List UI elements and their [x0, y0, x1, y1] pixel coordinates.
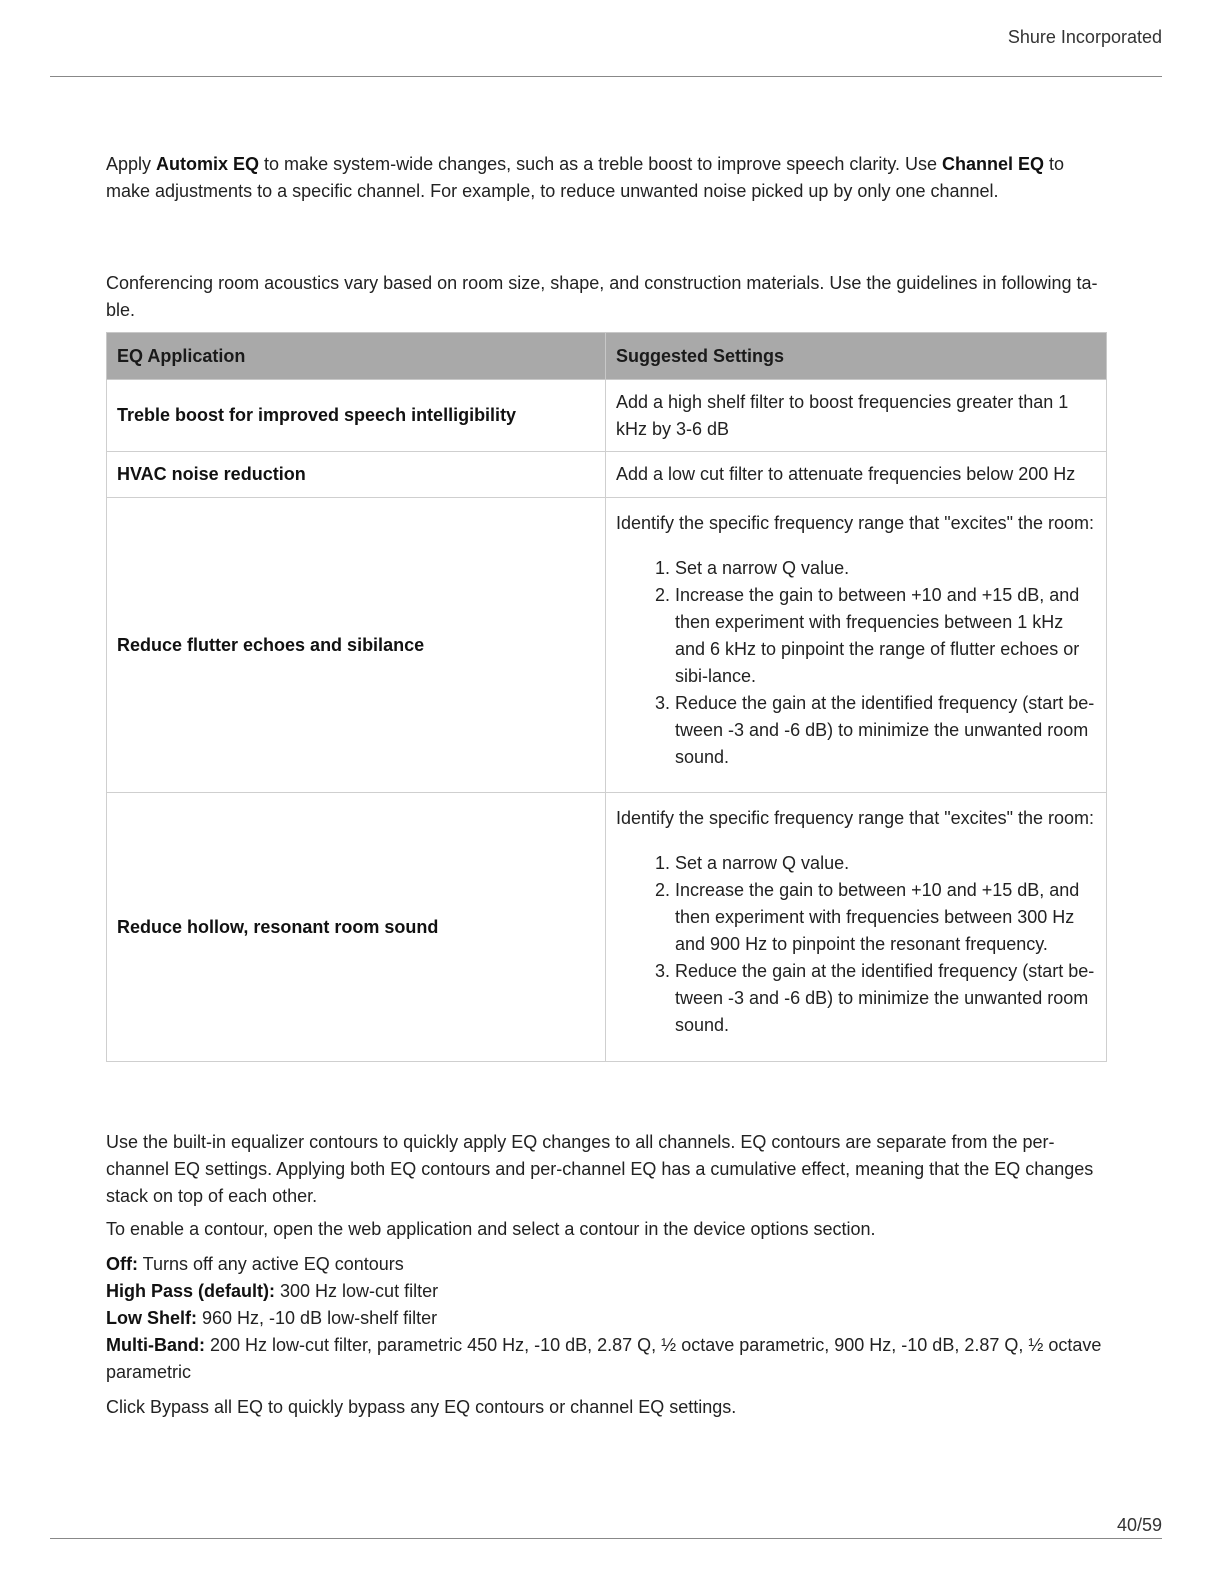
table-row: [107, 380, 1107, 452]
contours-description: Use the built-in equalizer contours to quickly apply EQ changes to all channels. EQ contours are separate from the per-channel EQ settings. Applying both EQ contours and per-channel EQ has a cumulative effect, meaning that the EQ changes stack on top of each other.: [106, 1132, 1094, 1206]
table-row: [107, 452, 1107, 498]
settings-intro: Identify the specific frequency range that "excites" the room:: [616, 808, 1095, 828]
intro-paragraph-room-acoustics: Conferencing room acoustics vary based on room size, shape, and construction materials. Use the guidelines in following ta-ble.: [106, 273, 1098, 320]
list-item: 1. Set a narrow Q value.: [675, 850, 1096, 877]
automix-eq-term: Automix EQ: [156, 154, 260, 174]
contour-item-low-shelf: Low Shelf: 960 Hz, -10 dB low-shelf filter: [106, 1308, 438, 1328]
footer-divider: [50, 1538, 1162, 1539]
list-item: 2. Increase the gain to between +10 and +15 dB, and then experiment with frequencies between 300 Hz and 900 Hz to pinpoint the resonant frequency.: [675, 877, 1096, 958]
intro-paragraph-eq-types: Apply Automix EQ to make system-wide changes, such as a treble boost to improve speech clarity. Use Channel EQ to make adjustments to a specific channel. For example, to reduce unwanted noise picked up by only one channel.: [106, 154, 1065, 201]
list-item: 2. Increase the gain to between +10 and +15 dB, and then experiment with frequencies between 1 kHz and 6 kHz to pinpoint the range of flutter echoes or sibi-lance.: [675, 582, 1096, 690]
eq-application-cell: HVAC noise reduction: [107, 452, 606, 498]
contours-enable-instructions: To enable a contour, open the web application and select a contour in the device options section.: [106, 1219, 876, 1239]
settings-steps-list: [616, 555, 1096, 771]
contours-section: [106, 1129, 1108, 1421]
list-item: 3. Reduce the gain at the identified frequency (start be-tween -3 and -6 dB) to minimize the unwanted room sound.: [675, 690, 1096, 771]
eq-guidelines-table: [106, 332, 1107, 1062]
page-number: 40/59: [1116, 1515, 1162, 1535]
suggested-settings-cell: [606, 498, 1107, 793]
table-row: [107, 498, 1107, 793]
eq-application-cell: Reduce flutter echoes and sibilance: [107, 498, 606, 793]
suggested-settings-cell: Add a low cut filter to attenuate frequencies below 200 Hz: [606, 452, 1107, 498]
eq-application-cell: Reduce hollow, resonant room sound: [107, 793, 606, 1062]
contour-item-off: Off: Turns off any active EQ contours: [106, 1254, 404, 1274]
contour-item-high-pass: High Pass (default): 300 Hz low-cut filter: [106, 1281, 439, 1301]
eq-application-cell: Treble boost for improved speech intelligibility: [107, 380, 606, 452]
suggested-settings-cell: [606, 793, 1107, 1062]
list-item: 1. Set a narrow Q value.: [675, 555, 1096, 582]
contour-item-multi-band: Multi-Band: 200 Hz low-cut filter, parametric 450 Hz, -10 dB, 2.87 Q, ½ octave parametric, 900 Hz, -10 dB, 2.87 Q, ½ octave parametric: [106, 1335, 1102, 1382]
list-item: 3. Reduce the gain at the identified frequency (start be-tween -3 and -6 dB) to minimize the unwanted room sound.: [675, 958, 1096, 1039]
settings-intro: Identify the specific frequency range that "excites" the room:: [616, 513, 1095, 533]
column-header-suggested-settings: Suggested Settings: [606, 333, 1107, 380]
channel-eq-term: Channel EQ: [942, 154, 1045, 174]
bypass-instructions: Click Bypass all EQ to quickly bypass any EQ contours or channel EQ settings.: [106, 1397, 737, 1417]
suggested-settings-cell: Add a high shelf filter to boost frequencies greater than 1 kHz by 3-6 dB: [606, 380, 1107, 452]
header-divider: [50, 76, 1162, 77]
column-header-eq-application: EQ Application: [107, 333, 606, 380]
table-header-row: [107, 333, 1107, 380]
contours-list: [106, 1251, 1108, 1386]
settings-steps-list: [616, 850, 1096, 1039]
table-row: [107, 793, 1107, 1062]
header-company-name: Shure Incorporated: [1007, 27, 1162, 47]
